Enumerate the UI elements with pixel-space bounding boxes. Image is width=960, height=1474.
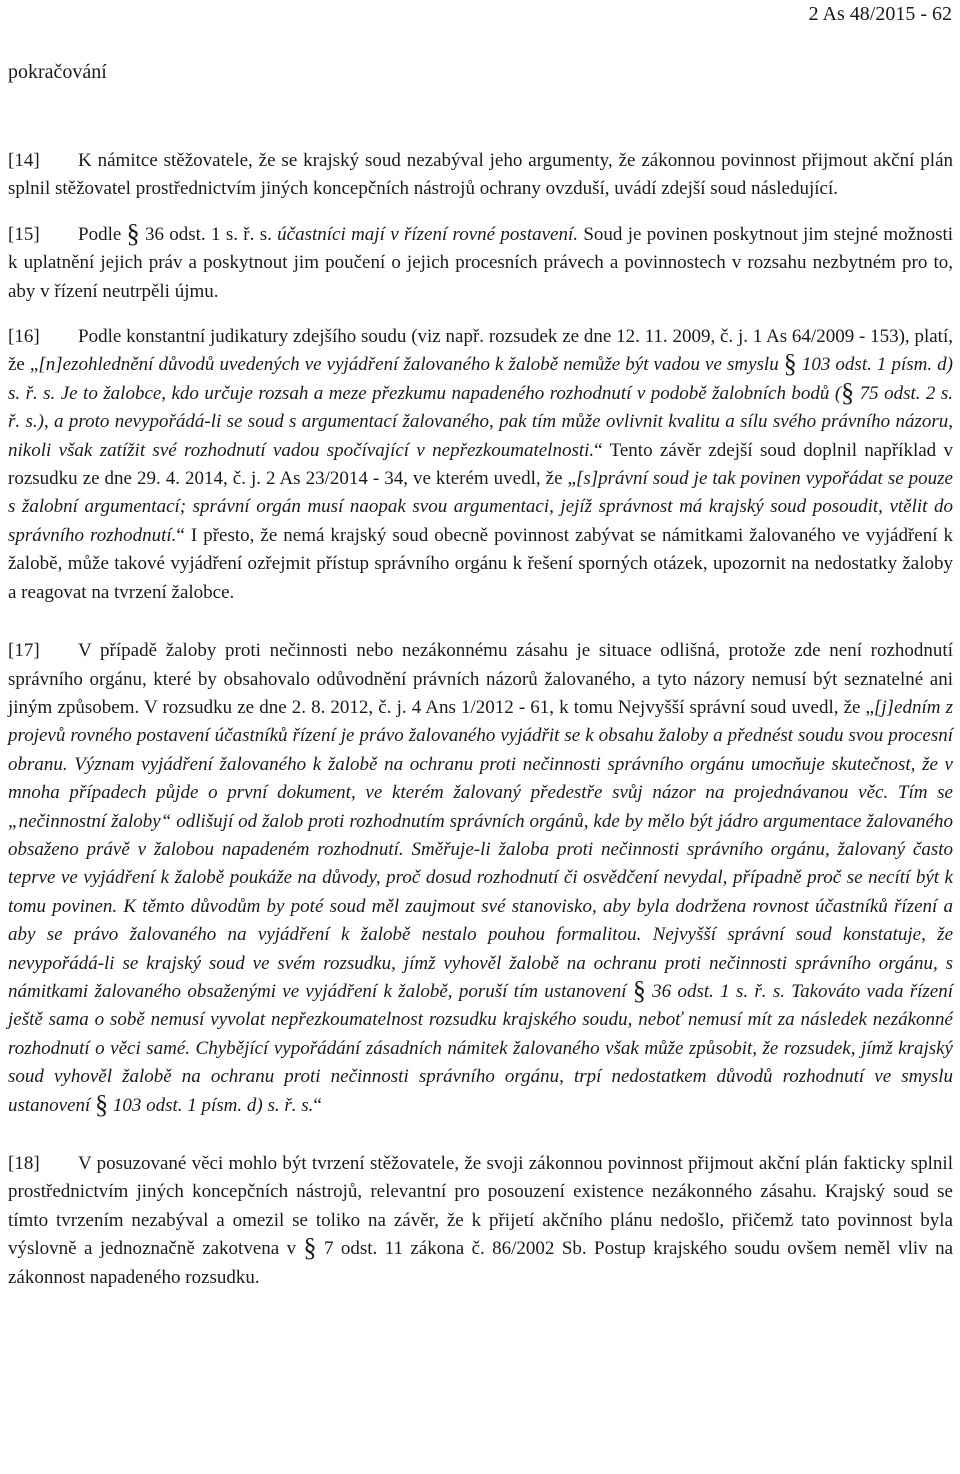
- quote-italic-text: [j]edním z projevů rovného postavení účastníků řízení je právo žalovaného vyjádřit se k obsahu žaloby a přednést soudu svou procesní obranu. Význam vyjádření žalovaného k žalobě na ochranu proti nečinnosti správního orgánu umocňuje skutečnost, že v mnoha případech půjde o první dokument, ve kterém žalovaný předestře svůj názor na projednávanou věc. Tím se „nečinnostní žaloby“ odlišují od žalob proti rozhodnutím správních orgánů, kde by mělo být jádro argumentace žalovaného obsaženo právě v žalobou napadeném rozhodnutí. Směřuje-li žaloba proti nečinnosti správního orgánu, žalovaný často teprve ve vyjádření k žalobě poukáže na důvody, proč dosud rozhodnutí či osvědčení nevydal, případně proč se necítí být k tomu povinen. K těmto důvodům by poté soud měl zaujmout své stanovisko, aby byla dodržena rovnost účastníků řízení a aby se právo žalovaného na vyjádření k žalobě nestalo pouhou formalitou. Nejvyšší správní soud konstatuje, že nevypořádá-li se krajský soud ve svém rozsudku, jímž vyhověl žalobě na ochranu proti nečinnosti správního orgánu, s námitkami žalovaného obsaženými ve vyjádření k žalobě, poruší tím ustanovení: [8, 696, 953, 1002]
- section-sign: §: [126, 218, 140, 248]
- quote-italic-text: 36 odst. 1 s. ř. s. Takováto vada řízení ještě sama o sobě nemusí vyvolat nepřezkoumatelnost rozsudku krajského soudu, neboť nemusí mít za následek nezákonné rozhodnutí o věci samé. Chybějící vypořádání zásadních námitek žalovaného však může způsobit, že rozsudek, jímž krajský soud vyhověl žalobě na ochranu proti nečinnosti správního orgánu, trpí nedostatkem důvodů rozhodnutí ve smyslu ustanovení: [8, 980, 954, 1116]
- section-sign: §: [841, 377, 855, 407]
- continued-label: pokračování: [8, 61, 107, 83]
- paragraph-text: Soud je povinen poskytnout jim stejné možnosti k uplatnění jejich práv a poskytnout jim poučení o jejich procesních právech a povinnostech v rozsahu nezbytném pro to, aby v řízení neutrpěli újmu.: [8, 223, 954, 302]
- quote-italic-text: 103 odst. 1 písm. d) s. ř. s. Je to žalobce, kdo určuje rozsah a meze přezkumu napadeného rozhodnutí v podobě žalobních bodů (: [8, 354, 954, 404]
- paragraph-17: [8, 637, 953, 1120]
- paragraph-18: [8, 1150, 953, 1292]
- paragraph-text: Podle: [78, 223, 122, 245]
- quote-italic-text: [n]ezohlednění důvodů uvedených ve vyjádření žalovaného k žalobě nemůže být vadou ve smyslu: [38, 354, 779, 376]
- section-sign: §: [783, 349, 797, 379]
- quote-italic-text: 103 odst. 1 písm. d) s. ř. s.: [112, 1094, 314, 1116]
- section-sign: §: [632, 975, 646, 1005]
- paragraph-text: Podle konstantní judikatury zdejšího soudu (viz např. rozsudek ze dne 12. 11. 2009, č. j. 1 As 64/2009 - 153), platí, že „: [8, 326, 953, 376]
- section-sign: §: [303, 1233, 317, 1263]
- section-sign: §: [95, 1089, 109, 1119]
- paragraph-italic-text: účastníci mají v řízení rovné postavení.: [277, 223, 578, 245]
- quote-italic-text: 75 odst. 2 s. ř. s.), a proto nevypořádá-li se soud s argumentací žalovaného, pak tím může ovlivnit kvalitu a sílu svého právního názoru, nikoli však zatížit své rozhodnutí vadou spočívající v nepřezkoumatelnosti.: [8, 382, 954, 461]
- paragraph-14: [8, 147, 953, 204]
- paragraph-number: [17]: [8, 640, 40, 662]
- paragraph-text: “ I přesto, že nemá krajský soud obecně povinnost zabývat se námitkami žalovaného ve vyjádření k žalobě, může takové vyjádření ozřejmit přístup správního orgánu k řešení sporných otázek, upozornit na nedostatky žaloby a reagovat na tvrzení žalobce.: [8, 524, 953, 603]
- case-number: 2 As 48/2015 - 62: [808, 3, 952, 25]
- paragraph-number: [15]: [8, 223, 40, 245]
- quote-italic-text: [s]právní soud je tak povinen vypořádat se pouze s žalobní argumentací; správní orgán musí naopak svou argumentaci, jejíž správnost má krajský soud posoudit, vtělit do správního rozhodnutí.: [8, 468, 953, 546]
- paragraph-text: 36 odst. 1 s. ř. s.: [144, 223, 272, 245]
- paragraph-number: [16]: [8, 326, 40, 348]
- paragraph-text: V posuzované věci mohlo být tvrzení stěžovatele, že svoji zákonnou povinnost přijmout akční plán fakticky splnil prostřednictvím jiných koncepčních nástrojů, relevantní pro posouzení existence nezákonného zásahu. Krajský soud se tímto tvrzením nezabýval a omezil se toliko na závěr, že k přijetí akčního plánu nedošlo, přičemž tato povinnost byla výslovně a jednoznačně zakotvena v: [8, 1153, 953, 1260]
- paragraph-number: [18]: [8, 1153, 40, 1174]
- document-body: [8, 147, 953, 1309]
- paragraph-text: V případě žaloby proti nečinnosti nebo nezákonnému zásahu je situace odlišná, protože zde není rozhodnutí správního orgánu, které by obsahovalo odůvodnění právních názorů žalovaného, a tyto názory nemusí být seznatelné ani jiným způsobem. V rozsudku ze dne 2. 8. 2012, č. j. 4 Ans 1/2012 - 61, k tomu Nejvyšší správní soud uvedl, že „: [8, 640, 953, 718]
- paragraph-15: [8, 218, 954, 306]
- paragraph-number: [14]: [8, 150, 40, 171]
- paragraph-text: “: [313, 1094, 322, 1116]
- paragraph-text: K námitce stěžovatele, že se krajský soud nezabýval jeho argumenty, že zákonnou povinnost přijmout akční plán splnil stěžovatel prostřednictvím jiných koncepčních nástrojů ochrany ovzduší, uvádí zdejší soud následující.: [8, 150, 953, 200]
- paragraph-text: “ Tento závěr zdejší soud doplnil například v rozsudku ze dne 29. 4. 2014, č. j. 2 As 23/2014 - 34, ve kterém uvedl, že „: [8, 439, 953, 490]
- paragraph-16: [8, 323, 953, 607]
- paragraph-text: 7 odst. 11 zákona č. 86/2002 Sb. Postup krajského soudu ovšem neměl vliv na zákonnost napadeného rozsudku.: [8, 1238, 954, 1288]
